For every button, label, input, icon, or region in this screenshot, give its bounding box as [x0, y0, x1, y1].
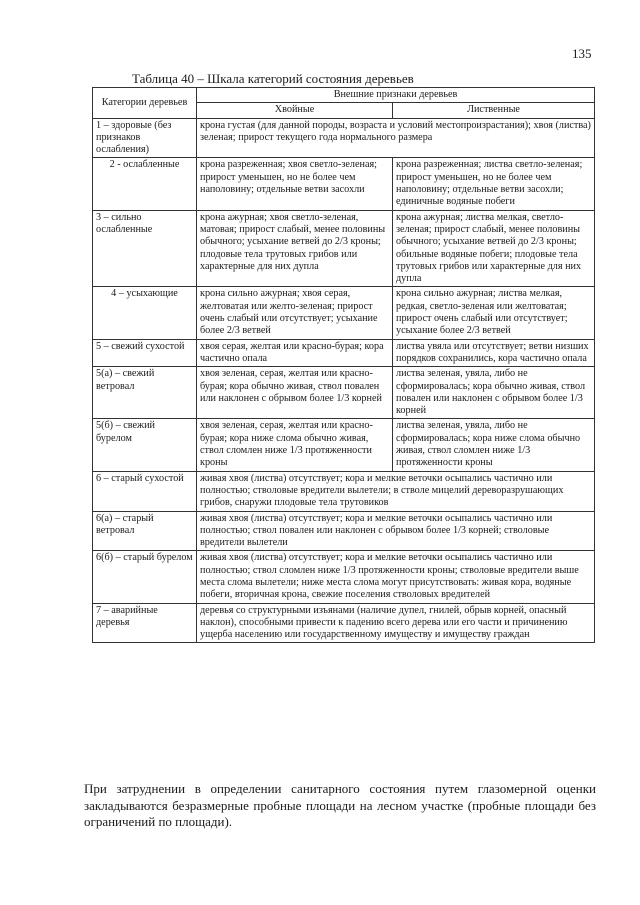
row-signs-conifers: крона ажурная; хвоя светло-зеленая, матовая; прирост слабый, менее половины обычного; усыхание ветвей до 2/3 кроны; плодовые тела трутовых грибов или характерные для них дупла [197, 210, 393, 287]
row-signs-deciduous: крона ажурная; листва мелкая, светло-зеленая; прирост слабый, менее половины обычного; усыхание ветвей до 2/3 кроны; обильные водяные побеги; плодовые тела трутовых грибов или характерные для них дупла [393, 210, 595, 287]
row-category: 5(б) – свежий бурелом [93, 419, 197, 471]
row-signs-deciduous: листва увяла или отсутствует; ветви низших порядков сохранились, кора частично опала [393, 339, 595, 367]
page-number: 135 [572, 46, 592, 61]
row-signs-merged: живая хвоя (листва) отсутствует; кора и мелкие веточки осыпались частично или полностью; стволовые вредители вылетели; в стволе мицелий дереворазрушающих грибов, снаружи плодовые тела трутовиков [197, 471, 595, 511]
table-row [93, 419, 595, 471]
row-signs-deciduous: крона разреженная; листва светло-зеленая; прирост уменьшен, но не более чем наполовину; отдельные ветви засохли; единичные водяные побеги [393, 158, 595, 210]
row-signs-deciduous: листва зеленая, увяла, либо не сформировалась; кора обычно живая, ствол повален или наклонен с обрывом более 1/3 корней [393, 367, 595, 419]
header-conifers: Хвойные [197, 103, 393, 118]
table-row [93, 339, 595, 367]
table-row [93, 367, 595, 419]
table-row [93, 471, 595, 511]
row-category: 4 – усыхающие [93, 287, 197, 339]
row-signs-deciduous: листва зеленая, увяла, либо не сформировалась; кора ниже слома обычно живая, ствол сломлен ниже 1/3 протяженности кроны [393, 419, 595, 471]
row-category: 3 – сильно ослабленные [93, 210, 197, 287]
header-deciduous: Лиственные [393, 103, 595, 118]
table-row [93, 551, 595, 603]
table-row [93, 158, 595, 210]
row-signs-conifers: хвоя зеленая, серая, желтая или красно-бурая; кора обычно живая, ствол повален или наклонен с обрывом более 1/3 корней [197, 367, 393, 419]
row-category: 1 – здоровые (без признаков ослабления) [93, 118, 197, 158]
row-signs-merged: деревья со структурными изъянами (наличие дупел, гнилей, обрыв корней, опасный наклон), способными привести к падению всего дерева или его части и причинению ущерба населению или государственному имуществу и имуществу граждан [197, 603, 595, 643]
row-category: 2 - ослабленные [93, 158, 197, 210]
header-external-signs: Внешние признаки деревьев [197, 88, 595, 103]
table-row [93, 210, 595, 287]
table-header-row [93, 88, 595, 103]
row-signs-merged: живая хвоя (листва) отсутствует; кора и мелкие веточки осыпались частично или полностью; ствол повален или наклонен с обрывом более 1/3 корней; стволовые вредители вылетели [197, 511, 595, 551]
table-row [93, 603, 595, 643]
header-category: Категории деревьев [93, 88, 197, 119]
row-signs-merged: живая хвоя (листва) отсутствует; кора и мелкие веточки осыпались частично или полностью; ствол сломлен ниже 1/3 протяженности кроны; стволовые вредители выше места слома вылетели; ниже места слома могут присутствовать: живая кора, водяные побеги, вторичная крона, свежие поселения стволовых вредителей [197, 551, 595, 603]
body-paragraph: При затруднении в определении санитарного состояния путем глазомерной оценки закладываются безразмерные пробные площади на лесном участке (пробные площади без ограничений по площади). [84, 781, 596, 829]
row-category: 5 – свежий сухостой [93, 339, 197, 367]
table-row [93, 511, 595, 551]
table-title: Таблица 40 – Шкала категорий состояния деревьев [132, 71, 414, 86]
row-category: 6(б) – старый бурелом [93, 551, 197, 603]
tree-condition-table [92, 87, 595, 643]
row-signs-deciduous: крона сильно ажурная; листва мелкая, редкая, светло-зеленая или желтоватая; прирост очень слабый или отсутствует; усыхание более 2/3 ветвей [393, 287, 595, 339]
row-category: 6 – старый сухостой [93, 471, 197, 511]
table-row [93, 118, 595, 158]
row-signs-merged: крона густая (для данной породы, возраста и условий местопроизрастания); хвоя (листва) зеленая; прирост текущего года нормального размера [197, 118, 595, 158]
row-signs-conifers: крона сильно ажурная; хвоя серая, желтоватая или желто-зеленая; прирост очень слабый или отсутствует; усыхание более 2/3 ветвей [197, 287, 393, 339]
row-signs-conifers: хвоя серая, желтая или красно-бурая; кора частично опала [197, 339, 393, 367]
row-category: 6(а) – старый ветровал [93, 511, 197, 551]
row-signs-conifers: хвоя зеленая, серая, желтая или красно-бурая; кора ниже слома обычно живая, ствол сломлен ниже 1/3 протяженности кроны [197, 419, 393, 471]
row-category: 5(а) – свежий ветровал [93, 367, 197, 419]
row-signs-conifers: крона разреженная; хвоя светло-зеленая; прирост уменьшен, но не более чем наполовину; отдельные ветви засохли [197, 158, 393, 210]
table-row [93, 287, 595, 339]
row-category: 7 – аварийные деревья [93, 603, 197, 643]
